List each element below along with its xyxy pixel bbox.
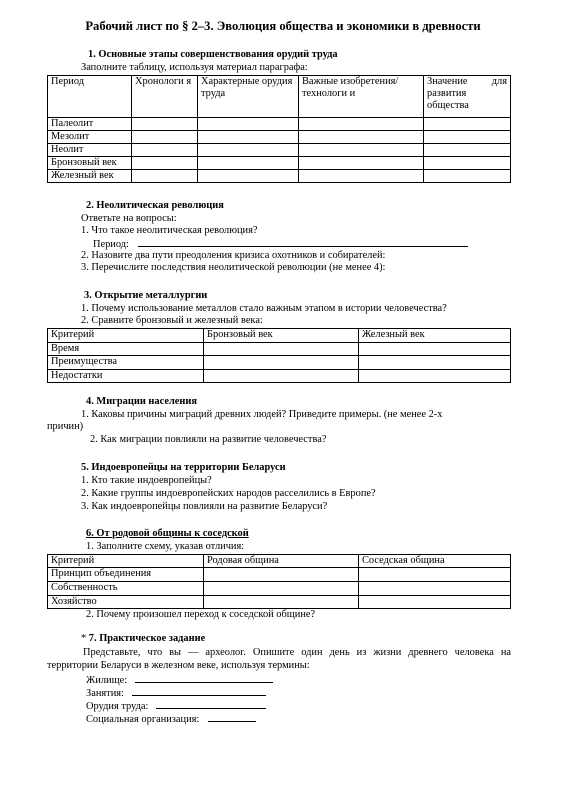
community-header-neighbour: Соседская община — [359, 555, 511, 568]
tools-row-label: Бронзовый век — [48, 157, 132, 170]
metals-row-label: Преимущества — [48, 356, 204, 370]
section-5-question-3: 3. Как индоевропейцы повлияли на развитие Беларуси? — [81, 501, 328, 512]
section-3-question-2: 2. Сравните бронзовый и железный века: — [81, 315, 263, 326]
table-cell[interactable] — [132, 157, 198, 170]
table-cell[interactable] — [359, 596, 511, 609]
table-cell[interactable] — [198, 170, 299, 183]
table-cell[interactable] — [359, 356, 511, 370]
tools-header-period: Период — [48, 76, 132, 118]
tools-row-label: Палеолит — [48, 118, 132, 131]
section-4-question-2: 2. Как миграции повлияли на развитие человечества? — [90, 434, 327, 445]
tools-header-inventions: Важные изобретения/технологи и — [299, 76, 424, 118]
section-5-question-1: 1. Кто такие индоевропейцы? — [81, 475, 212, 486]
table-cell[interactable] — [299, 157, 424, 170]
term-occupations-answer-line[interactable] — [132, 686, 266, 696]
table-cell[interactable] — [424, 144, 511, 157]
metals-row-label: Недостатки — [48, 370, 204, 383]
metals-header-iron: Железный век — [359, 329, 511, 343]
section-4-question-1-line-1: 1. Каковы причины миграций древних людей? Приведите примеры. (не менее 2-х — [81, 409, 443, 420]
table-cell[interactable] — [198, 144, 299, 157]
section-6-question-2: 2. Почему произошел переход к соседской общине? — [86, 609, 316, 620]
section-3-heading: 3. Открытие металлургии — [84, 290, 208, 301]
term-tools-label: Орудия труда: — [86, 701, 149, 712]
table-cell[interactable] — [204, 596, 359, 609]
table-cell[interactable] — [198, 157, 299, 170]
section-6-heading: 6. От родовой общины к соседской — [86, 528, 249, 539]
table-cell[interactable] — [132, 118, 198, 131]
table-cell[interactable] — [132, 131, 198, 144]
community-row-label: Хозяйство — [48, 596, 204, 609]
table-cell[interactable] — [424, 157, 511, 170]
tools-row-label: Неолит — [48, 144, 132, 157]
term-social-answer-line[interactable] — [208, 712, 256, 722]
tools-header-significance: Значение для развития общества — [424, 76, 511, 118]
section-5-question-2: 2. Какие группы индоевропейских народов расселились в Европе? — [81, 488, 376, 499]
section-7-star: * — [81, 633, 89, 644]
table-cell[interactable] — [204, 582, 359, 596]
section-4-question-1-line-2: причин) — [47, 421, 84, 432]
page-title: Рабочий лист по § 2–3. Эволюция общества и экономики в древности — [85, 19, 481, 33]
section-2-question-1: 1. Что такое неолитическая революция? — [81, 225, 258, 236]
table-cell[interactable] — [204, 356, 359, 370]
tools-row-label: Железный век — [48, 170, 132, 183]
table-cell[interactable] — [299, 118, 424, 131]
section-2-question-3: 3. Перечислите последствия неолитической революции (не менее 4): — [81, 262, 386, 273]
metals-header-bronze: Бронзовый век — [204, 329, 359, 343]
table-cell[interactable] — [424, 131, 511, 144]
table-cell[interactable] — [359, 582, 511, 596]
metals-header-criterion: Критерий — [48, 329, 204, 343]
term-dwelling-answer-line[interactable] — [135, 673, 273, 683]
table-cell[interactable] — [132, 144, 198, 157]
term-occupations-label: Занятия: — [86, 688, 124, 699]
table-cell[interactable] — [204, 370, 359, 383]
table-cell[interactable] — [359, 343, 511, 356]
section-3-question-1: 1. Почему использование металлов стало важным этапом в истории человечества? — [81, 303, 447, 314]
section-2-question-2: 2. Назовите два пути преодоления кризиса охотников и собирателей: — [81, 250, 386, 261]
term-social — [86, 712, 256, 727]
table-cell[interactable] — [299, 170, 424, 183]
table-cell[interactable] — [359, 370, 511, 383]
table-cell[interactable] — [424, 170, 511, 183]
section-2-intro: Ответьте на вопросы: — [81, 213, 177, 224]
table-cell[interactable] — [299, 131, 424, 144]
tools-header-chronology: Хронологи я — [132, 76, 198, 118]
section-2-heading: 2. Неолитическая революция — [86, 200, 224, 211]
section-5-heading: 5. Индоевропейцы на территории Беларуси — [81, 462, 286, 473]
table-cell[interactable] — [198, 118, 299, 131]
table-cell[interactable] — [299, 144, 424, 157]
tools-row-label: Мезолит — [48, 131, 132, 144]
community-header-criterion: Критерий — [48, 555, 204, 568]
period-answer-line[interactable] — [138, 237, 468, 247]
section-7-heading: 7. Практическое задание — [88, 633, 206, 644]
term-dwelling-label: Жилище: — [86, 675, 128, 686]
section-7-text-line-2: территории Беларуси в железном веке, используя термины: — [47, 660, 310, 671]
community-header-tribal: Родовая община — [204, 555, 359, 568]
metals-row-label: Время — [48, 343, 204, 356]
community-table — [47, 554, 511, 609]
term-tools-answer-line[interactable] — [156, 699, 266, 709]
community-row-label: Принцип объединения — [48, 568, 204, 582]
section-6-question-1: 1. Заполните схему, указав отличия: — [86, 541, 245, 552]
table-cell[interactable] — [204, 568, 359, 582]
metals-table — [47, 328, 511, 383]
table-cell[interactable] — [424, 118, 511, 131]
tools-header-tools: Характерные орудия труда — [198, 76, 299, 118]
section-7-text-line-1: Представьте, что вы — археолог. Опишите один день из жизни древнего человека на — [83, 647, 511, 658]
community-row-label: Собственность — [48, 582, 204, 596]
section-1-heading: 1. Основные этапы совершенствования орудий труда — [88, 49, 338, 60]
section-1-instruction: Заполните таблицу, используя материал параграфа: — [81, 62, 308, 73]
table-cell[interactable] — [204, 343, 359, 356]
term-social-label: Социальная организация: — [86, 714, 200, 725]
period-label: Период: — [93, 239, 129, 250]
table-cell[interactable] — [132, 170, 198, 183]
tools-table — [47, 75, 511, 183]
section-7-heading-line — [81, 633, 205, 646]
table-cell[interactable] — [359, 568, 511, 582]
section-4-heading: 4. Миграции населения — [86, 396, 198, 407]
table-cell[interactable] — [198, 131, 299, 144]
